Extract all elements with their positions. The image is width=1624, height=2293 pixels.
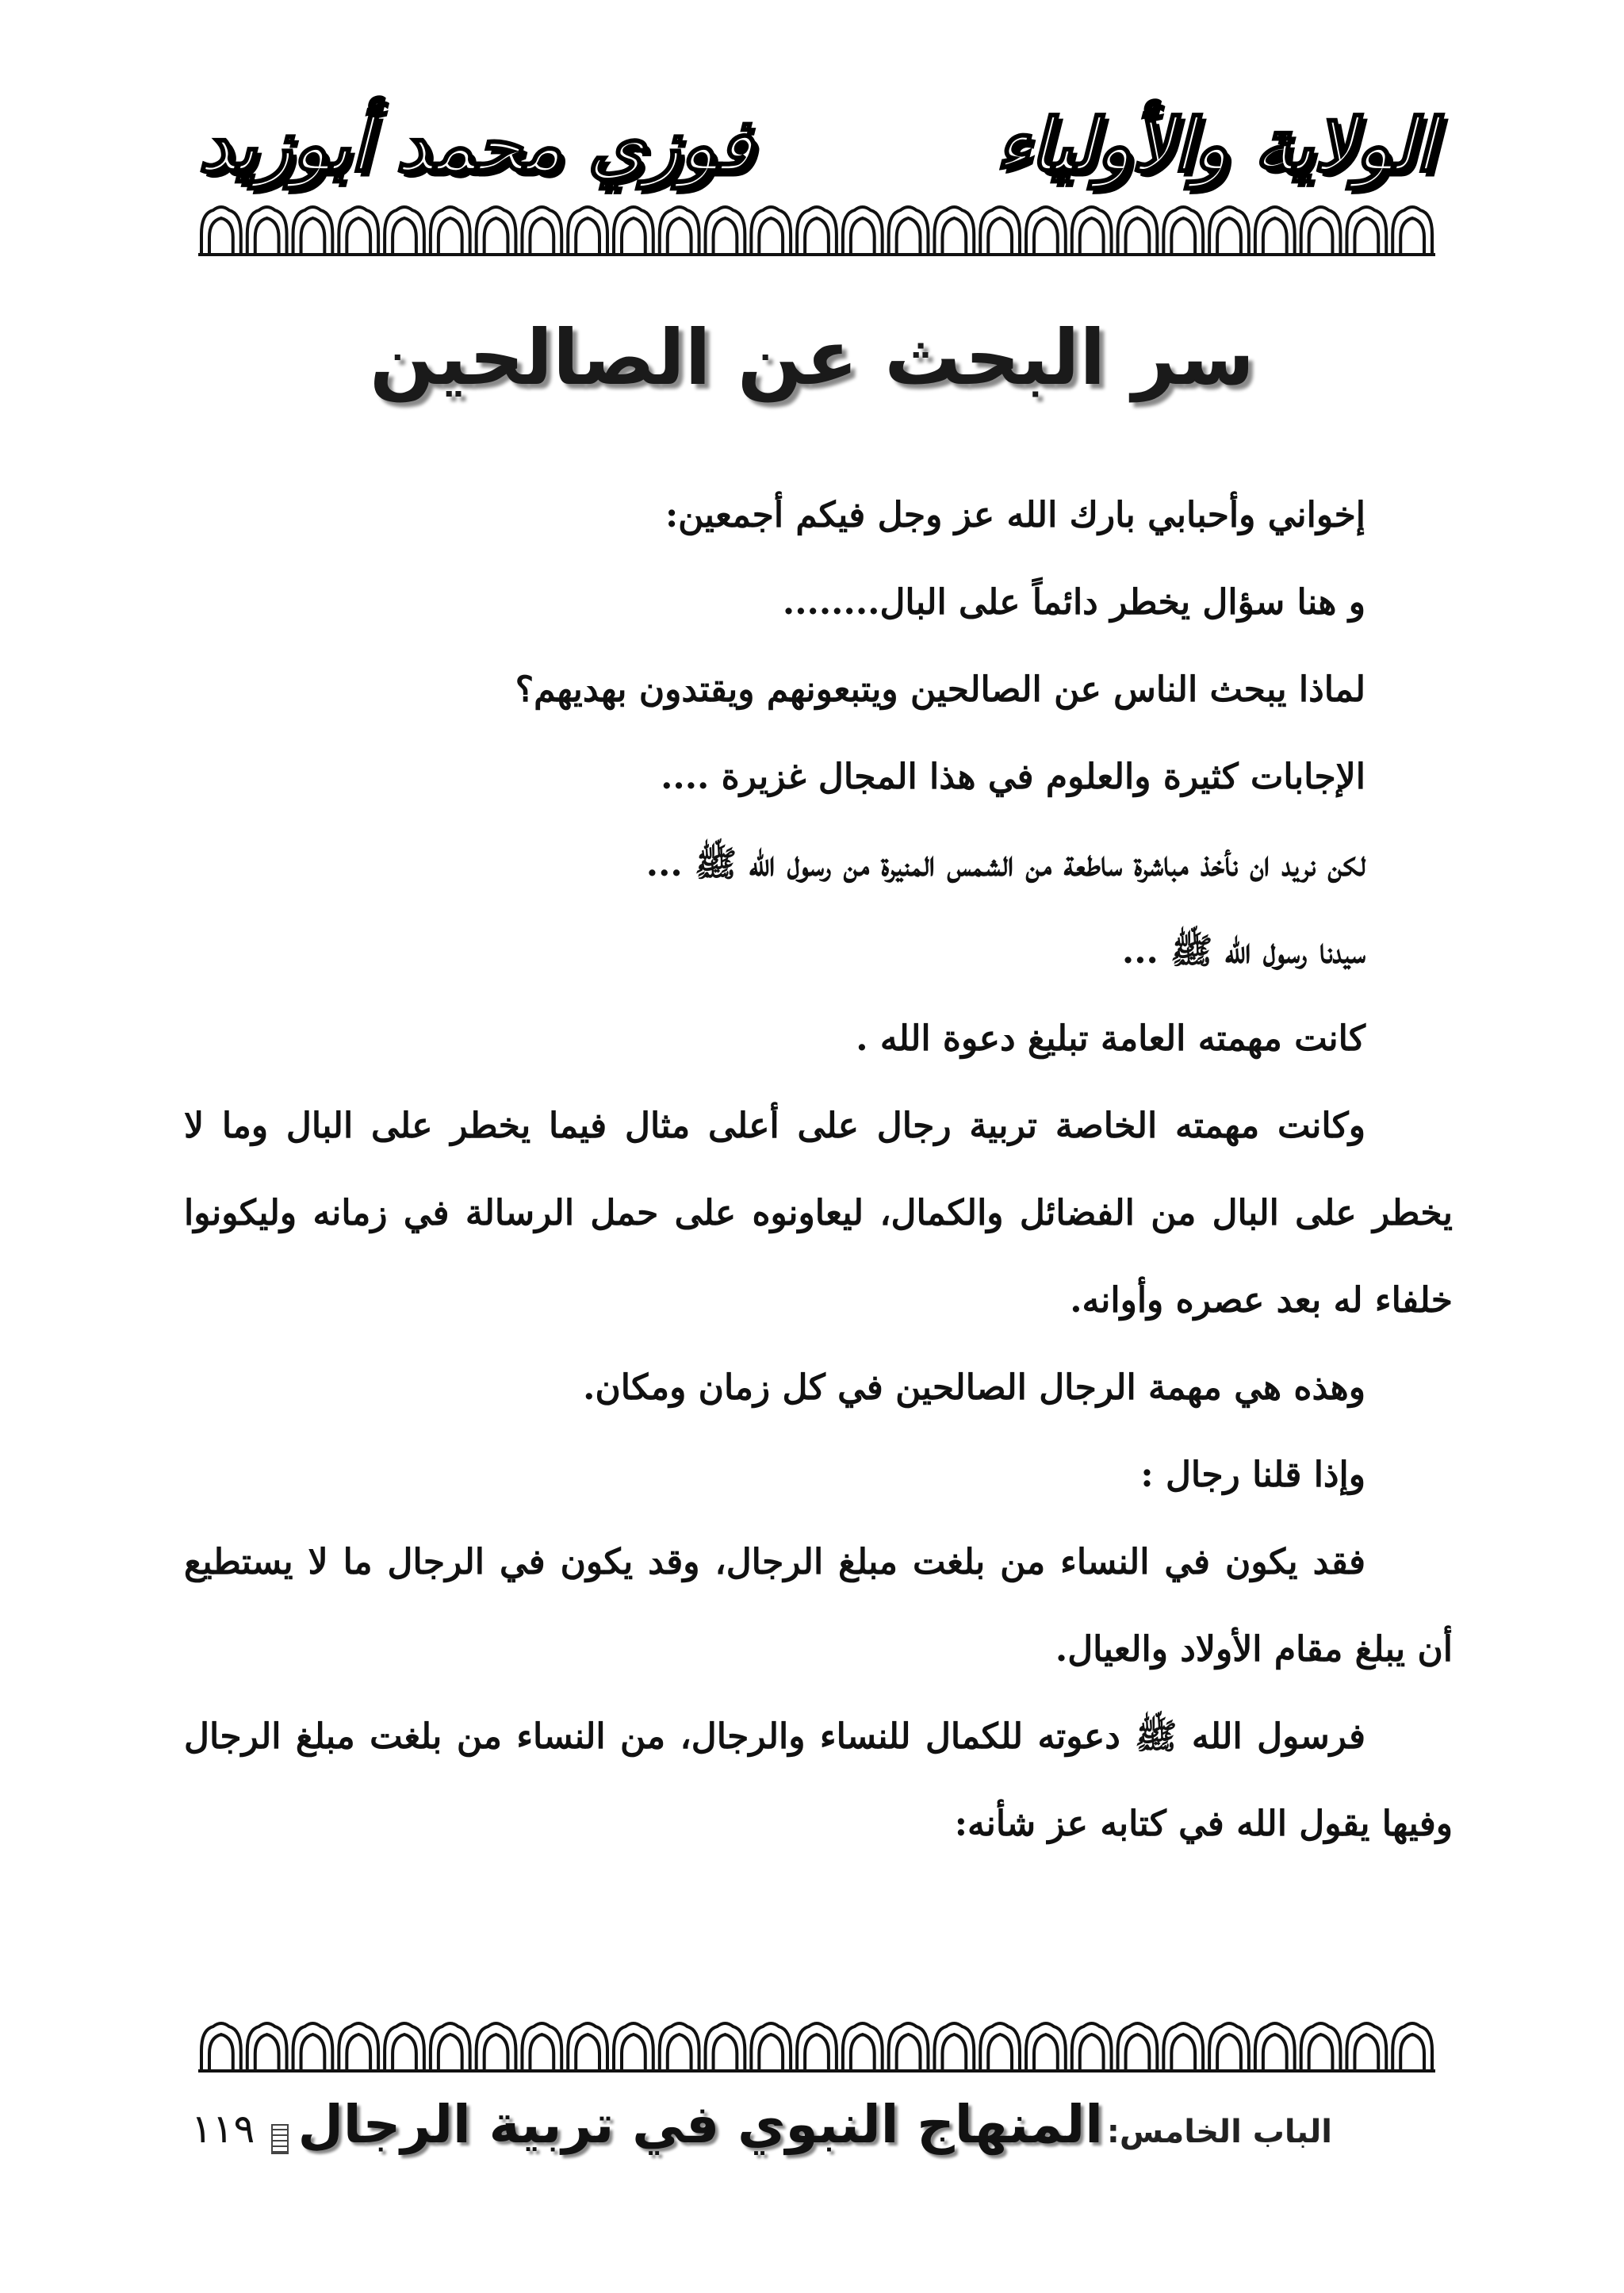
page-footer — [190, 2094, 1332, 2181]
paragraph: وإذا قلنا رجال : — [1140, 1455, 1365, 1495]
paragraph: فقد يكون في النساء من بلغت مبلغ الرجال، وقد يكون في الرجال ما لا يستطيع أن يبلغ مقام الأولاد والعيال. — [184, 1542, 1453, 1670]
paragraph: و هنا سؤال يخطر دائماً على البال........ — [782, 582, 1365, 623]
paragraph: الإجابات كثيرة والعلوم في هذا المجال غزيرة .... — [661, 757, 1365, 797]
paragraph: لماذا يبحث الناس عن الصالحين ويتبعونهم ويقتدون بهديهم؟ — [515, 669, 1365, 710]
paragraph: إخواني وأحبابي بارك الله عز وجل فيكم أجمعين: — [665, 495, 1365, 535]
header-book-title: الولاية والأولياء — [995, 103, 1435, 188]
running-header — [198, 103, 1435, 214]
chapter-heading: سر البحث عن الصالحين — [370, 313, 1254, 402]
paragraph: وهذه هي مهمة الرجال الصالحين في كل زمان ومكان. — [583, 1367, 1365, 1408]
page-number: ١١٩ — [190, 2106, 255, 2152]
paragraph: لكن نريد ان نأخذ مباشرة ساطعة من الشمس المنيرة من رسول الله ﷺ ... — [645, 844, 1365, 884]
paragraph: وكانت مهمته الخاصة تربية رجال على أعلى مثال فيما يخطر على البال وما لا يخطر على البال من الفضائل والكمال، ليعاونوه على حمل الرسالة في زمانه وليكونوا خلفاء له بعد عصره وأوانه. — [184, 1106, 1453, 1321]
paragraph: كانت مهمته العامة تبليغ دعوة الله . — [856, 1018, 1365, 1059]
paragraph: فرسول الله ﷺ دعوته للكمال للنساء والرجال، من النساء من بلغت مبلغ الرجال وفيها يقول الله في كتابه عز شأنه: — [184, 1716, 1453, 1844]
header-author: فوزي محمد أبوزيد — [198, 103, 753, 188]
footer-title: المنهاج النبوي في تربية الرجال — [297, 2094, 1103, 2155]
book-marker-icon — [271, 2124, 289, 2154]
top-arch-border — [198, 202, 1435, 258]
body-text — [184, 472, 1453, 1868]
bottom-arch-border — [198, 2019, 1435, 2074]
footer-chapter-label: الباب الخامس: — [1106, 2114, 1332, 2150]
paragraph: سيدنا رسول الله ﷺ ... — [1121, 931, 1365, 972]
